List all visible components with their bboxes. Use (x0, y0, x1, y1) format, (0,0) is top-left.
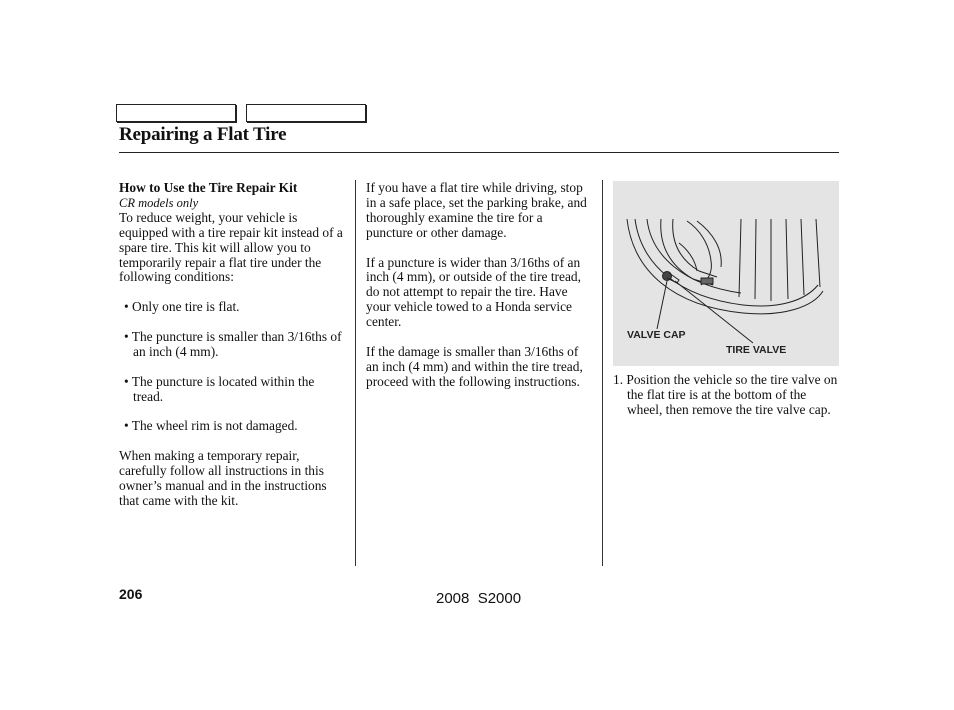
column-divider-1 (355, 180, 356, 566)
bullet-item: • The wheel rim is not damaged. (124, 418, 298, 434)
column-2 (366, 181, 588, 390)
column-3 (613, 373, 839, 418)
page-number: 206 (119, 586, 143, 602)
paragraph: If a puncture is wider than 3/16ths of an inch (4 mm), or outside of the tire tread, do not attempt to repair the tire. Have your vehicle towed to a Honda service center. (366, 254, 581, 330)
tire-valve-illustration (613, 181, 839, 366)
bullet-item: • Only one tire is flat. (124, 299, 240, 315)
tire-valve-label: TIRE VALVE (726, 344, 787, 356)
column-divider-2 (602, 180, 603, 566)
intro-paragraph: To reduce weight, your vehicle is equipped with a tire repair kit instead of a spare tire. This kit will allow you to temporarily repair a flat tire under the following conditions: (119, 209, 343, 285)
closing-paragraph: When making a temporary repair, carefully follow all instructions in this owner’s manual and in the instructions that came with the kit. (119, 448, 327, 508)
section-heading: How to Use the Tire Repair Kit (119, 180, 298, 195)
section-subheading: CR models only (119, 195, 199, 210)
paragraph: If you have a flat tire while driving, stop in a safe place, set the parking brake, and thoroughly examine the tire for a puncture or other damage. (366, 180, 587, 240)
paragraph: If the damage is smaller than 3/16ths of an inch (4 mm) and within the tire tread, proceed with the following instructions. (366, 343, 583, 389)
valve-cap-label: VALVE CAP (627, 329, 686, 341)
bullet-item: • The puncture is smaller than 3/16ths of an inch (4 mm). (124, 329, 342, 359)
title-rule (119, 152, 839, 153)
footer-model: 2008 S2000 (436, 590, 522, 607)
bullet-item: • The puncture is located within the tread. (124, 373, 315, 404)
step-item: 1. Position the vehicle so the tire valve on the flat tire is at the bottom of the wheel, then remove the tire valve cap. (613, 372, 838, 417)
page-title: Repairing a Flat Tire (119, 124, 287, 145)
column-1 (119, 181, 347, 509)
header-tab-right (246, 104, 366, 122)
header-tab-left (116, 104, 236, 122)
